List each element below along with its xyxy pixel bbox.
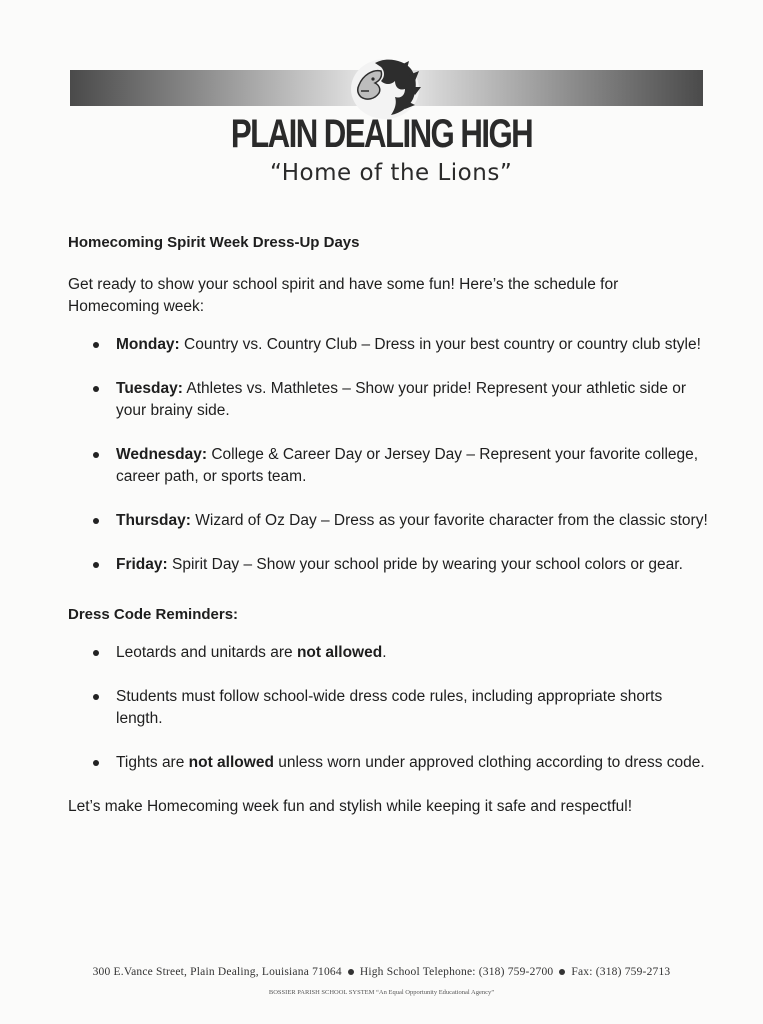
bullet-icon: [93, 694, 99, 700]
bullet-icon: [93, 562, 99, 568]
school-tagline: “Home of the Lions”: [270, 160, 513, 186]
list-item-thursday: [68, 510, 708, 532]
bullet-separator-icon: [348, 969, 354, 975]
lion-head-icon: [345, 55, 425, 119]
footer-contact: [0, 966, 763, 978]
school-name: PLAIN DEALING HIGH: [230, 112, 533, 156]
list-item-dress-code-rules: Students must follow school-wide dress code rules, including appropriate shorts length.: [68, 686, 708, 730]
list-item-wednesday: [68, 444, 708, 488]
list-item-friday: [68, 554, 708, 576]
emphasis: not allowed: [296, 644, 383, 661]
document-body: [68, 232, 708, 834]
bullet-icon: [93, 518, 99, 524]
list-item-tights: Tights are not allowed unless worn under approved clothing according to dress code.: [68, 752, 708, 774]
emphasis: not allowed: [188, 754, 274, 771]
footer-phone: High School Telephone: (318) 759-2700: [359, 966, 554, 978]
day-description: Country vs. Country Club – Dress in your best country or country club style!: [184, 336, 701, 353]
spirit-days-list: [68, 334, 708, 576]
day-label: Friday:: [116, 556, 168, 573]
bullet-icon: [93, 342, 99, 348]
bullet-icon: [93, 452, 99, 458]
footer-address: 300 E.Vance Street, Plain Dealing, Louisiana 71064: [92, 966, 342, 978]
intro-paragraph: Get ready to show your school spirit and have some fun! Here’s the schedule for Homecoming week:: [68, 276, 619, 315]
day-label: Thursday:: [116, 512, 191, 529]
bullet-separator-icon: [559, 969, 565, 975]
page-title: Homecoming Spirit Week Dress-Up Days: [68, 234, 360, 251]
list-item-tuesday: [68, 378, 708, 422]
day-label: Wednesday:: [116, 446, 208, 463]
footer-fax: Fax: (318) 759-2713: [571, 966, 671, 978]
bullet-icon: [93, 650, 99, 656]
day-description: Wizard of Oz Day – Dress as your favorite character from the classic story!: [195, 512, 708, 529]
day-description: Athletes vs. Mathletes – Show your pride! Represent your athletic side or your brainy side.: [116, 380, 687, 419]
closing-paragraph: Let’s make Homecoming week fun and stylish while keeping it safe and respectful!: [68, 798, 633, 815]
day-label: Tuesday:: [116, 380, 183, 397]
bullet-icon: [93, 386, 99, 392]
day-description: Spirit Day – Show your school pride by wearing your school colors or gear.: [172, 556, 683, 573]
day-description: College & Career Day or Jersey Day – Represent your favorite college, career path, or sports team.: [116, 446, 699, 485]
dress-code-list: [68, 642, 708, 774]
dress-code-heading: Dress Code Reminders:: [68, 606, 239, 623]
day-label: Monday:: [116, 336, 180, 353]
list-item-monday: [68, 334, 708, 356]
list-item-leotards: Leotards and unitards are not allowed.: [68, 642, 708, 664]
bullet-icon: [93, 760, 99, 766]
footer-school-system: BOSSIER PARISH SCHOOL SYSTEM “An Equal Opportunity Educational Agency”: [268, 989, 495, 996]
